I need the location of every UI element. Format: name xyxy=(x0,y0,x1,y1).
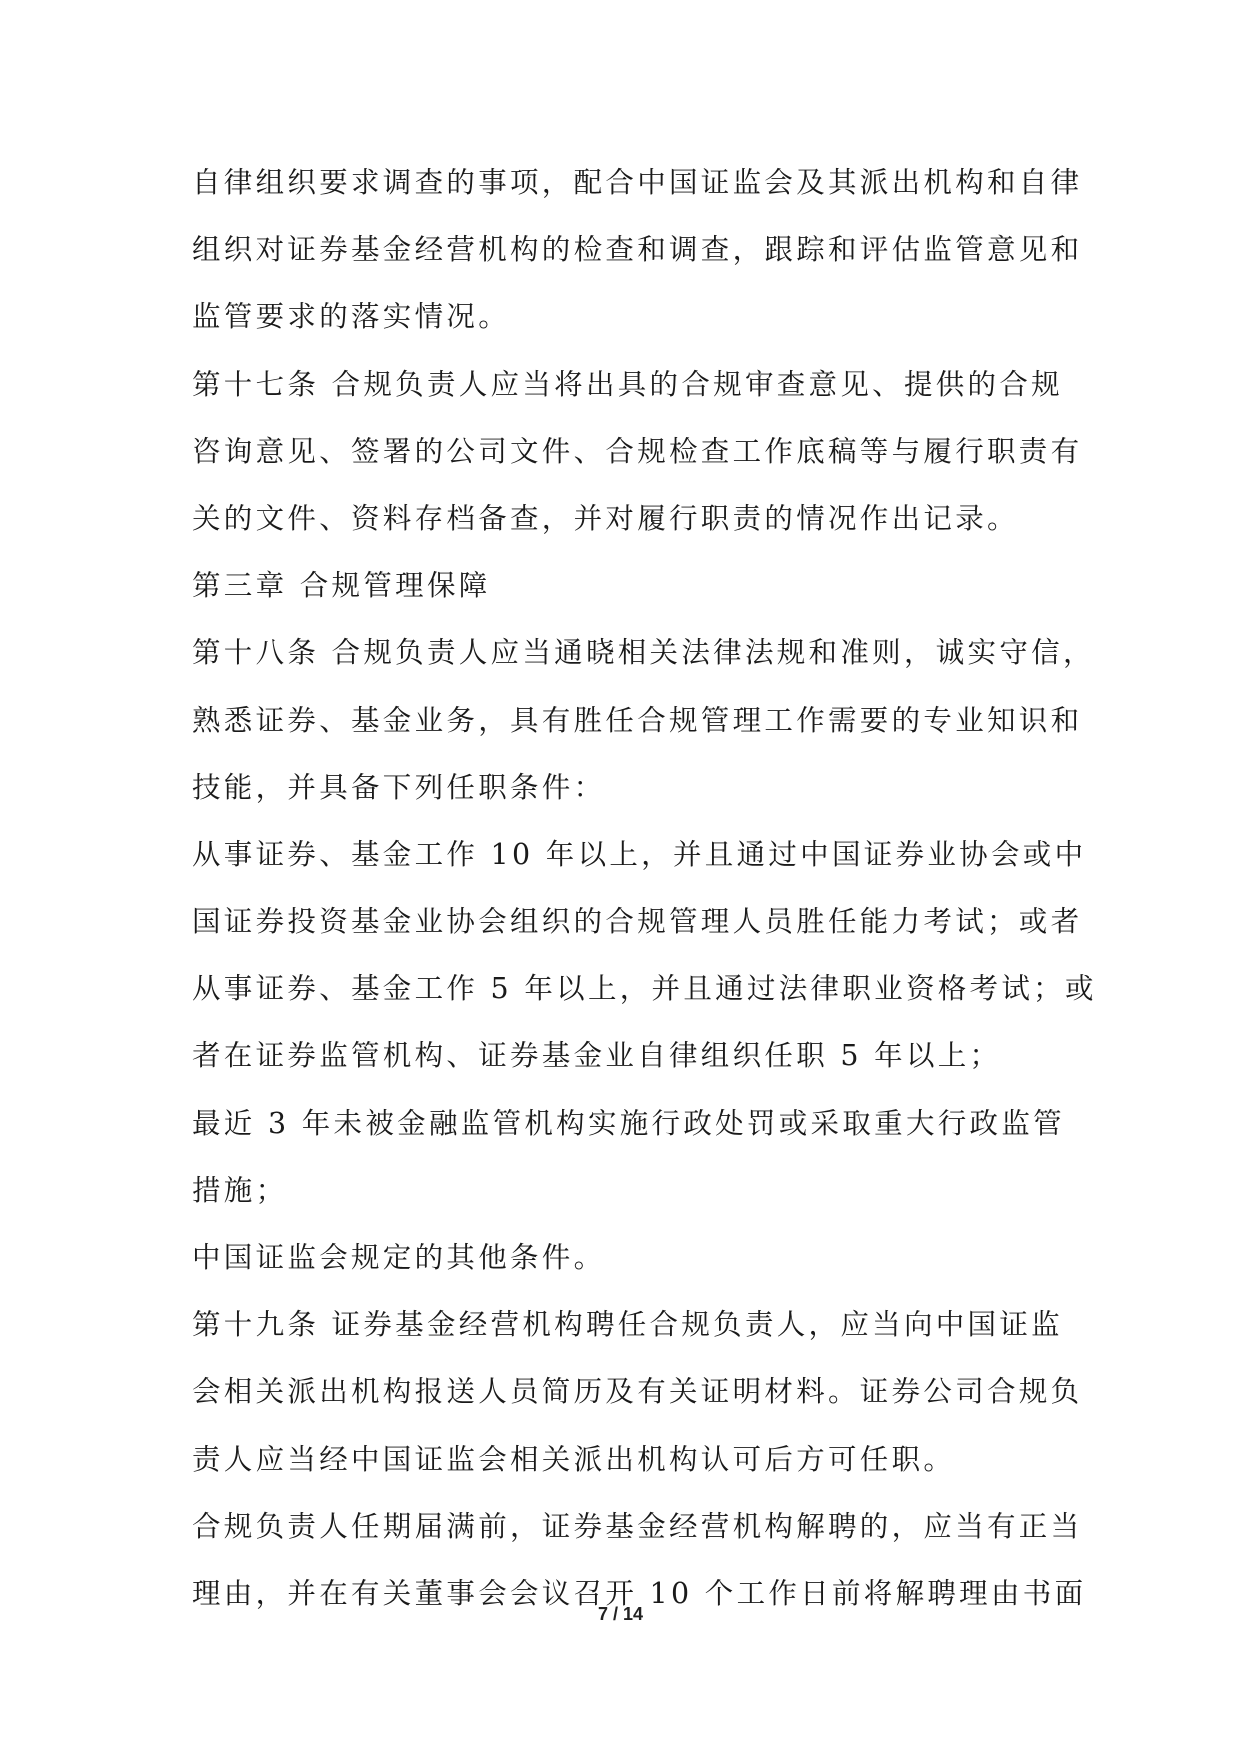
text-line: 自律组织要求调查的事项，配合中国证监会及其派出机构和自律 xyxy=(192,166,1083,199)
article-18-heading-line: 第十八条 合规负责人应当通晓相关法律法规和准则，诚实守信， xyxy=(192,636,1095,670)
text-line: 技能，并具备下列任职条件： xyxy=(192,770,606,804)
text-line: 责人应当经中国证监会相关派出机构认可后方可任职。 xyxy=(192,1442,956,1476)
text-line: 理由，并在有关董事会会议召开 10 个工作日前将解聘理由书面 xyxy=(192,1576,1087,1610)
text-line: 最近 3 年未被金融监管机构实施行政处罚或采取重大行政监管 xyxy=(192,1106,1065,1140)
article-19-heading-line: 第十九条 证券基金经营机构聘任合规负责人，应当向中国证监 xyxy=(192,1308,1063,1342)
article-17-heading-line: 第十七条 合规负责人应当将出具的合规审查意见、提供的合规 xyxy=(192,367,1063,401)
text-line: 组织对证券基金经营机构的检查和调查，跟踪和评估监管意见和 xyxy=(192,233,1083,267)
chapter-3-heading: 第三章 合规管理保障 xyxy=(192,569,491,603)
text-line: 从事证券、基金工作 10 年以上，并且通过中国证券业协会或中 xyxy=(192,837,1087,871)
text-line: 熟悉证券、基金业务，具有胜任合规管理工作需要的专业知识和 xyxy=(192,703,1083,737)
text-line: 合规负责人任期届满前，证券基金经营机构解聘的，应当有正当 xyxy=(192,1509,1083,1543)
text-line: 措施； xyxy=(192,1173,288,1207)
text-line: 国证券投资基金业协会组织的合规管理人员胜任能力考试；或者 xyxy=(192,905,1083,939)
document-body xyxy=(192,156,1097,1634)
text-line: 监管要求的落实情况。 xyxy=(192,300,511,334)
text-line: 中国证监会规定的其他条件。 xyxy=(192,1241,606,1274)
text-line: 从事证券、基金工作 5 年以上，并且通过法律职业资格考试；或 xyxy=(192,972,1097,1006)
text-line: 者在证券监管机构、证券基金业自律组织任职 5 年以上； xyxy=(192,1039,1002,1073)
text-line: 咨询意见、签署的公司文件、合规检查工作底稿等与履行职责有 xyxy=(192,434,1083,468)
text-line: 关的文件、资料存档备查，并对履行职责的情况作出记录。 xyxy=(192,501,1019,535)
text-line: 会相关派出机构报送人员简历及有关证明材料。证券公司合规负 xyxy=(192,1375,1083,1409)
page-number: 7 / 14 xyxy=(597,1604,644,1624)
